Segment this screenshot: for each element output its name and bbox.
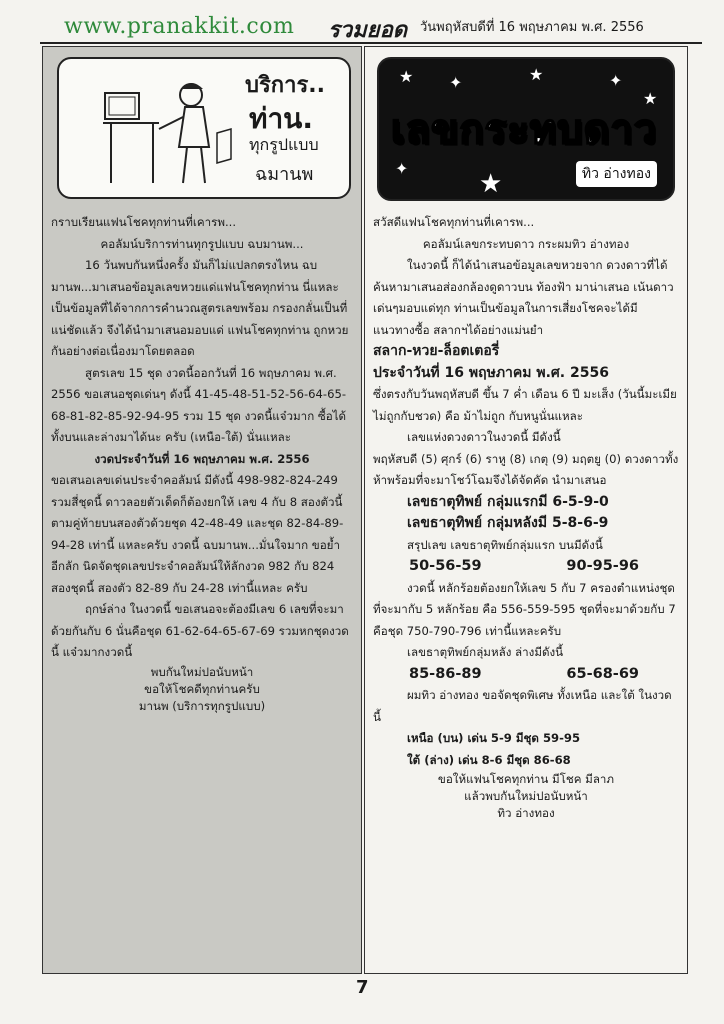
right-banner [377,57,675,201]
signoff-2: แล้วพบกันใหม่ปอนับหน้า [464,789,588,803]
greeting: สวัสดีแฟนโชคทุกท่านที่เคารพ... [373,215,535,229]
banner-author: ฉมานพ [255,164,314,185]
office-worker-illustration [99,73,239,188]
draw-date-heading: งวดประจำวันที่ 16 พฤษภาคม พ.ศ. 2556 [94,451,310,466]
star-icon: ★ [399,67,414,86]
lower-pick: ใต้ (ล่าง) เด่น 8-6 มีชุด 86-68 [407,752,571,767]
star-icon: ★ [643,89,658,108]
signoff-author: มานพ (บริการทุกรูปแบบ) [138,698,266,713]
left-banner [57,57,351,199]
header-rule [40,42,702,44]
column-intro: คอลัมน์เลขกระทบดาว กระผมทิว อ่างทอง [422,236,630,251]
formula-paragraph: สูตรเลข 15 ชุด งวดนี้ออกวันที่ 16 พฤษภาคม พ.ศ. 2556 ขอเสนอชุดเด่นๆ ดังนี้ 41-45-48-51-52-56-64-65-68-81-82-85-92-94-95 รวม 15 ชุด งวดนี้แจ๋วมาก ซื้อได้ทั้งบนและล่างมาได้นะ ครับ (เหนือ-ใต้) นั่นแหละ [51,365,347,444]
number-set: 65-68-69 [566,665,639,682]
featured-numbers-paragraph: ขอเสนอเลขเด่นประจำคอลัมน์ มีดังนี้ 498-982-824-249 รวมสี่ชุดนี้ ดาวลอยตัวเด็ดก็ต้องยกให้ เลข 4 กับ 8 สองตัวนี้ ตามคู่ท้ายบนสองตัวด้วยชุด 42-48-49 และชุด 82-84-89-94-28 เท่านี้ แหละครับ งวดนี้ ฉบมานพ...มั่นใจมาก ขอย้ำอีกลัก นิดจัดชุดเลขประจำคอลัมน์ให้ลักงวด 982 กับ 824 สองชุดนี้ สองตัว 82-89 กับ 24-28 เท่านี้แหละ ครับ [51,473,344,595]
intro-paragraph: ในงวดนี้ ก็ได้นำเสนอข้อมูลเลขหวยจาก ดวงดาวที่ได้ค้นหามาเสนอส่องกล้องดูดาวบน ท้องฟ้า มาน่าเสนอ เน้นดาวเด่นๆมอบแด่ทุก ท่านเป็นข้อมูลในการเสี่ยงโชคจะได้มีแนวทางซื้อ สลากฯได้อย่างแม่นยำ [373,258,674,337]
left-article [51,212,353,715]
hundreds-paragraph: งวดนี้ หลักร้อยต้องยกให้เลข 5 กับ 7 ครองตำแหน่งชุดที่จะมากับ 5 หลักร้อย คือ 556-559-595 ชุดที่จะมาด้วยกับ 7 คือชุด 750-790-796 เท่านี้แหละครับ [373,580,676,638]
lower-number-sets [373,664,679,686]
banner-title-1: บริการ.. [245,73,325,98]
column-title: เลขกระทบดาว [391,107,658,153]
number-set: 90-95-96 [566,558,639,574]
special-set-intro: ผมทิว อ่างทอง ขอจัดชุดพิเศษ ทั้งเหนือ และใต้ ในงวดนี้ [373,688,672,724]
signoff-1: ขอให้แฟนโชคทุกท่าน มีโชค มีลาภ [437,772,615,786]
upper-pick: เหนือ (บน) เด่น 5-9 มีชุด 59-95 [407,731,581,745]
banner-title-3: ทุกรูปแบบ [249,135,319,154]
publication-brand: รวมยอด [328,17,408,43]
signoff-2: ขอให้โชคดีทุกท่านครับ [144,681,260,696]
intro-paragraph: 16 วันพบกันหนึ่งครั้ง มันก็ไม่แปลกตรงไหน ฉบมานพ...มาเสนอข้อมูลเลขหวยแด่แฟนโชคทุกท่าน นี่แหละเป็นข้อมูลที่ได้จากการคำนวณสูตรเลขพร้อม กรองกลั่นเป็นที่แน่ชัดแล้ว จึงได้นำมาเสนอมอบแด่ แฟนโชคทุกท่าน ถูกหวยกันอย่างต่อเนื่องมาโดยตลอด [51,258,349,358]
star-icon: ✦ [609,71,623,90]
number-set: 50-56-59 [409,558,482,574]
column-intro: คอลัมน์บริการท่านทุกรูปแบบ ฉบมานพ... [100,236,304,251]
star-icon: ★ [479,169,503,199]
group-first: เลขธาตุทิพย์ กลุ่มแรกมี 6-5-9-0 [407,493,609,510]
lower-numbers-paragraph: ฤกษ์ล่าง ในงวดนี้ ขอเสนอจะต้องมีเลข 6 เลขที่จะมาด้วยกันกับ 6 นั่นคือชุด 61-62-64-65-67-69 รวมหกชุดงวดนี้ แจ๋วมากงวดนี้ [51,602,349,659]
star-numbers-intro: เลขแห่งดวงดาวในงวดนี้ มีดังนี้ [407,430,561,444]
page-number: 7 [356,977,369,998]
planet-numbers: พฤหัสบดี (5) ศุกร์ (6) ราหู (8) เกตุ (9) มฤตยู (0) ดวงดาวทั้งห้าพร้อมที่จะมาโชว์โฉมจึงได้จัดคัด นำมาเสนอ [373,451,679,487]
upper-number-sets [373,556,679,578]
star-icon: ✦ [449,73,463,92]
star-icon: ✦ [395,159,409,178]
banner-title-2: ท่าน. [249,102,313,135]
left-column [42,46,362,974]
draw-date-heading: ประจำวันที่ 16 พฤษภาคม พ.ศ. 2556 [373,364,609,381]
date-detail-paragraph: ซึ่งตรงกับวันพฤหัสบดี ขึ้น 7 ค่ำ เดือน 6 ปี มะเส็ง (วันนี้มะเมียไม่ถูกกับชวด) คือ ม้าไม่ถูก กับหนูนั่นแหละ [373,387,677,423]
group-second: เลขธาตุทิพย์ กลุ่มหลังมี 5-8-6-9 [407,515,609,531]
star-icon: ★ [529,65,544,84]
site-url: www.pranakkit.com [64,14,295,39]
signoff-author: ทิว อ่างทอง [497,806,555,820]
number-set: 85-86-89 [409,665,482,682]
column-byline: ทิว อ่างทอง [576,161,657,187]
greeting: กราบเรียนแฟนโชคทุกท่านที่เคารพ... [51,215,237,229]
signoff-1: พบกันใหม่ปอนับหน้า [150,664,254,679]
right-article [373,212,679,822]
summary-second-group: เลขธาตุทิพย์กลุ่มหลัง ล่างมีดังนี้ [407,645,564,659]
issue-date: วันพฤหัสบดีที่ 16 พฤษภาคม พ.ศ. 2556 [420,20,644,35]
summary-first-group: สรุปเลข เลขธาตุทิพย์กลุ่มแรก บนมีดังนี้ [407,537,603,552]
right-column [364,46,688,974]
lottery-heading: สลาก-หวย-ล็อตเตอรี่ [373,343,500,359]
